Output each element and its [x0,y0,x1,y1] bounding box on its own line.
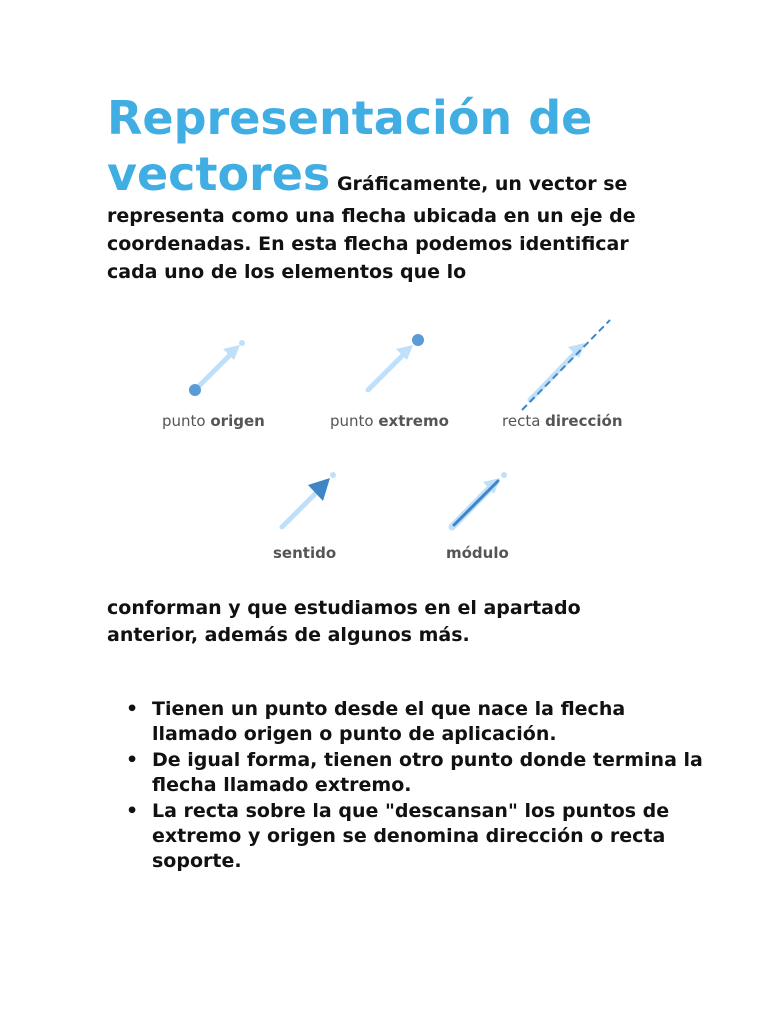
intro-paragraph [107,146,667,286]
origin-point-icon [189,384,201,396]
list-item: • Tienen un punto desde el que nace la flecha llamado origen o punto de aplicación. [152,697,712,747]
vector-elements-figure [150,315,630,575]
label-punto-origen: punto origen [162,412,265,430]
vector-diagram [150,315,630,575]
continuation-paragraph: conforman y que estudiamos en el apartado anterior, además de algunos más. [107,597,581,646]
label-punto-extremo: punto extremo [330,412,449,430]
list-item: • La recta sobre la que "descansan" los puntos de extremo y origen se denomina dirección o recta soporte. [152,799,712,874]
label-modulo: módulo [446,544,509,562]
label-recta-direccion: recta dirección [502,412,623,430]
document-title-continued: vectores [107,147,331,201]
vector-modulo [446,472,509,562]
vector-sentido [273,472,336,562]
vector-recta-direccion [502,320,623,430]
magnitude-line-icon [454,481,498,525]
document-title: Representación de [107,91,593,145]
vector-punto-origen [162,340,265,430]
end-point-icon [412,334,424,346]
list-item: • De igual forma, tienen otro punto donde termina la flecha llamado extremo. [152,748,712,798]
bullet-list [107,697,712,875]
document-body [107,90,667,286]
label-sentido: sentido [273,544,337,562]
intro-text: Gráficamente, un vector se representa como una flecha ubicada en un eje de coordenadas. En esta flecha podemos identificar cada uno de los elementos que lo [107,173,636,283]
vector-punto-extremo [330,334,449,430]
